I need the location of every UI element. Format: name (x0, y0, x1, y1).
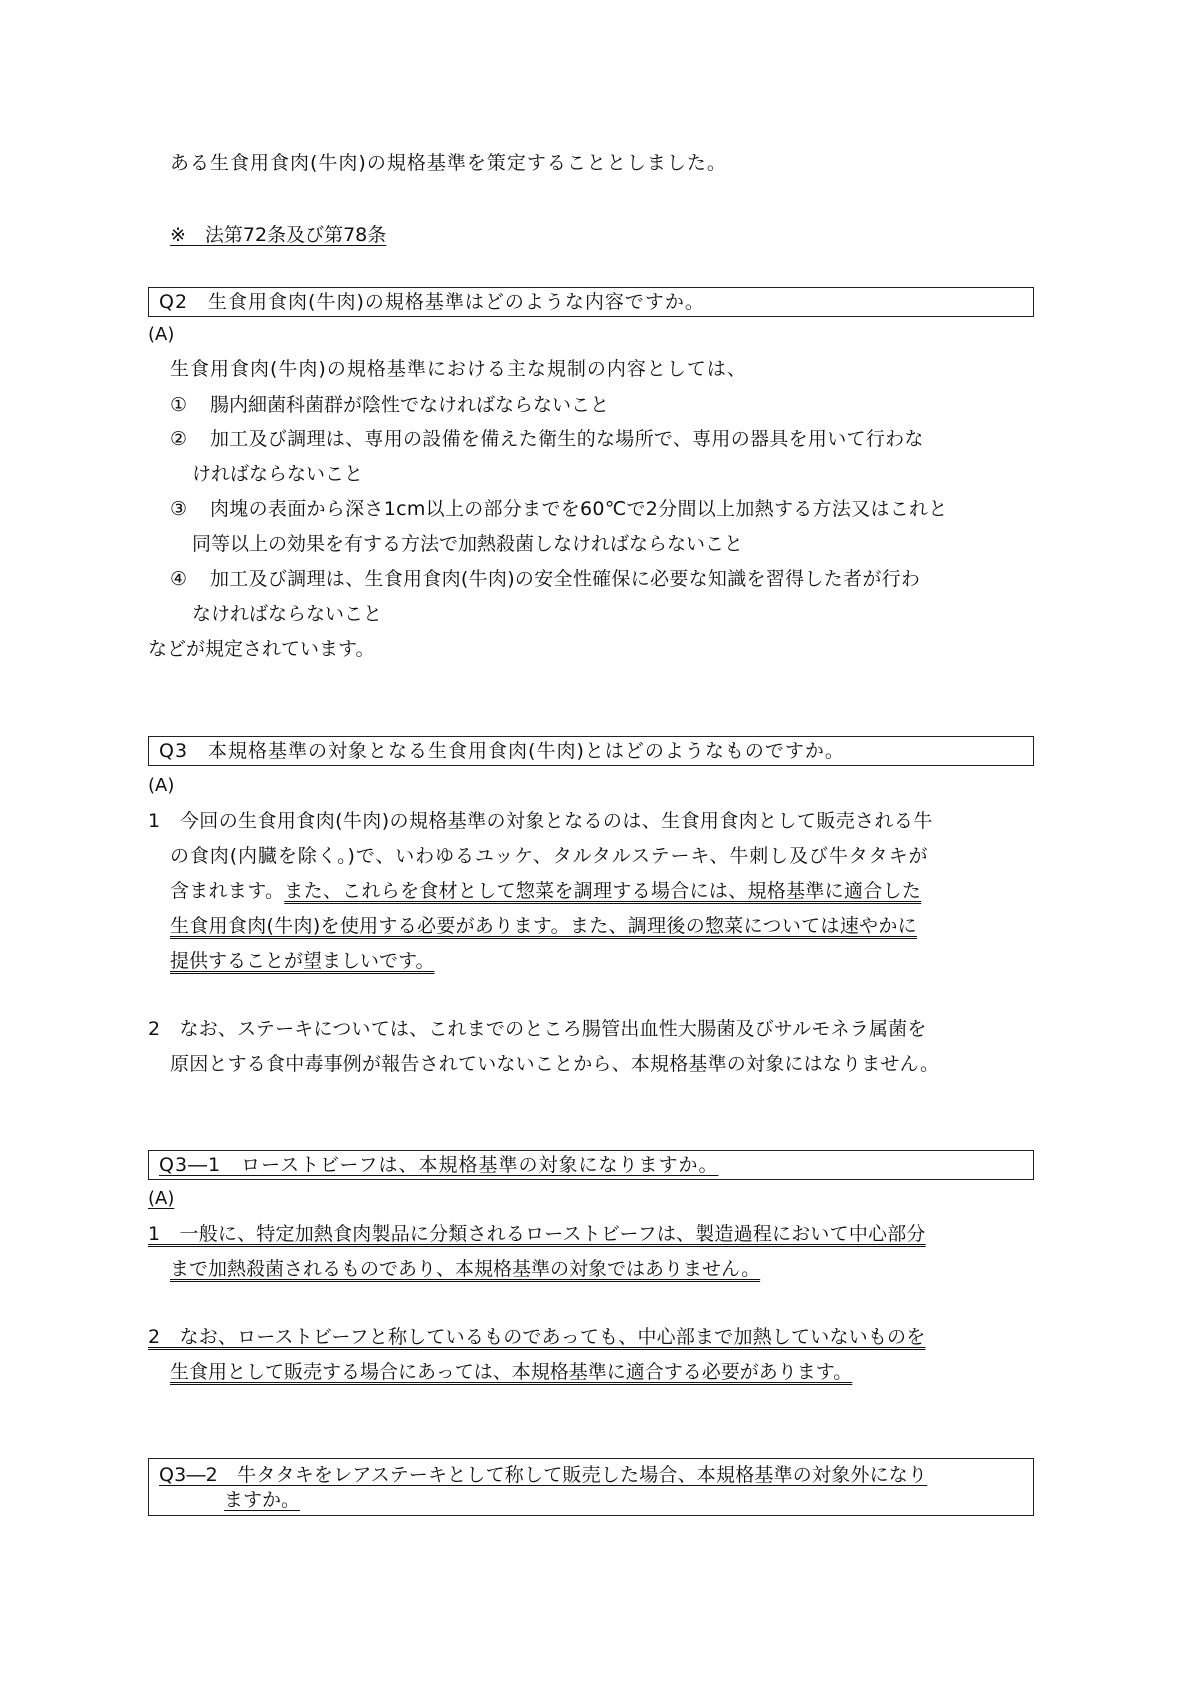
q2-closing: などが規定されています。 (148, 638, 375, 660)
item-text: 腸内細菌科菌群が陰性でなければならないこと (210, 394, 610, 416)
item-text: 加工及び調理は、専用の設備を備えた衛生的な場所で、専用の器具を用いて行わな (210, 428, 924, 450)
q3-p1-line1: 1 今回の生食用食肉(牛肉)の規格基準の対象となるのは、生食用食肉として販売される牛 (148, 810, 933, 832)
law-note: ※ 法第72条及び第78条 (170, 224, 387, 246)
q2-answer-mark: (A) (148, 324, 175, 345)
q2-item-3-cont: 同等以上の効果を有する方法で加熱殺菌しなければならないこと (192, 533, 744, 555)
q2-item-4-cont: なければならないこと (192, 603, 383, 625)
q2-item-2 (170, 426, 924, 452)
q3-p1-line2: の食肉(内臓を除く。)で、いわゆるユッケ、タルタルステーキ、牛刺し及び牛タタキが (170, 845, 929, 867)
q3-p1-plain: 含まれます。 (170, 880, 285, 902)
q3-1-question: Q3―1 ローストビーフは、本規格基準の対象になりますか。 (159, 1154, 719, 1176)
q3-answer-mark: (A) (148, 775, 175, 796)
q3-2-question-box (148, 1458, 1034, 1516)
q3-1-p1-line2: まで加熱殺菌されるものであり、本規格基準の対象ではありません。 (170, 1258, 761, 1280)
q3-1-p2-line2: 生食用として販売する場合にあっては、本規格基準に適合する必要があります。 (170, 1361, 853, 1383)
q3-2-question-line2: ますか。 (224, 1489, 301, 1511)
q3-question-box (148, 736, 1034, 766)
q3-1-p1-line1: 1 一般に、特定加熱食肉製品に分類されるローストビーフは、製造過程において中心部分 (148, 1223, 926, 1245)
q2-item-3 (170, 496, 948, 522)
q2-item-4 (170, 566, 920, 592)
q3-p1-line5: 提供することが望ましいです。 (170, 950, 435, 972)
item-text: 肉塊の表面から深さ1cm以上の部分までを60℃で2分間以上加熱する方法又はこれと (210, 498, 948, 520)
item-marker: ③ (170, 498, 188, 520)
item-text: 加工及び調理は、生食用食肉(牛肉)の安全性確保に必要な知識を習得した者が行わ (210, 568, 921, 590)
q3-1-answer-mark: (A) (148, 1188, 175, 1209)
q3-question: Q3 本規格基準の対象となる生食用食肉(牛肉)とはどのようなものですか。 (159, 740, 845, 762)
item-marker: ④ (170, 568, 188, 590)
q3-1-p2-line1: 2 なお、ローストビーフと称しているものであっても、中心部まで加熱していないものを (148, 1326, 926, 1348)
intro-line: ある生食用食肉(牛肉)の規格基準を策定することとしました。 (170, 152, 727, 174)
q3-2-question-line1: Q3―2 牛タタキをレアステーキとして称して販売した場合、本規格基準の対象外になり (159, 1464, 928, 1486)
q2-question-box (148, 287, 1034, 317)
q2-item-2-cont: ければならないこと (192, 463, 364, 485)
item-marker: ② (170, 428, 188, 450)
q2-item-1 (170, 392, 609, 418)
q3-p2-line2: 原因とする食中毒事例が報告されていないことから、本規格基準の対象にはなりません。 (170, 1053, 940, 1075)
q3-1-question-box (148, 1150, 1034, 1180)
item-marker: ① (170, 394, 188, 416)
q3-p2-line1: 2 なお、ステーキについては、これまでのところ腸管出血性大腸菌及びサルモネラ属菌を (148, 1018, 927, 1040)
q3-p1-line4: 生食用食肉(牛肉)を使用する必要があります。また、調理後の惣菜については速やかに (170, 915, 917, 937)
q3-p1-revision: また、これらを食材として惣菜を調理する場合には、規格基準に適合した (284, 880, 922, 902)
q3-p1-line3 (170, 878, 921, 904)
q2-lead: 生食用食肉(牛肉)の規格基準における主な規制の内容としては、 (170, 358, 747, 380)
q2-question: Q2 生食用食肉(牛肉)の規格基準はどのような内容ですか。 (159, 291, 705, 313)
